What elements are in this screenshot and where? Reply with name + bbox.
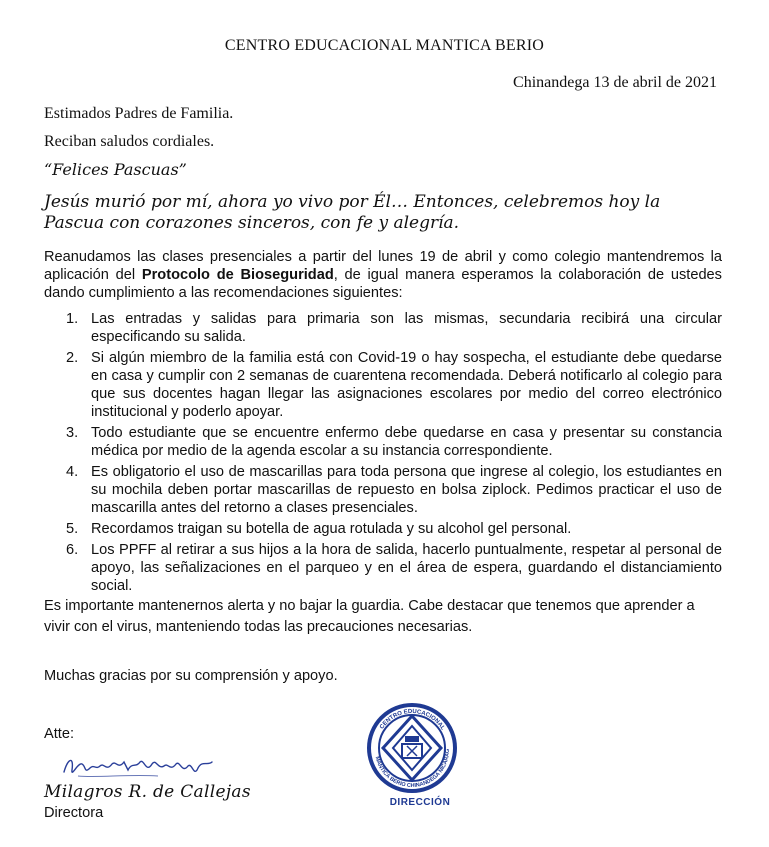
- seal-caption: DIRECCIÓN: [389, 797, 451, 808]
- signatory-role: Directora: [44, 805, 104, 821]
- easter-greeting: “Felices Pascuas”: [44, 160, 187, 179]
- thanks-line: Muchas gracias por su comprensión y apoyo.: [44, 668, 338, 684]
- item-text: Las entradas y salidas para primaria son las mismas, secundaria recibirá una circular especificando su salida.: [91, 311, 722, 345]
- item-number: 4.: [66, 464, 79, 480]
- seal-ring-bottom: MANTICA BERIO CHINANDEGA NICARAG: [373, 748, 452, 790]
- item-number: 6.: [66, 542, 79, 558]
- letter-date: Chinandega 13 de abril de 2021: [513, 74, 717, 91]
- item-number: 3.: [66, 425, 79, 441]
- signatory-name: Milagros R. de Callejas: [44, 782, 251, 802]
- item-text: Si algún miembro de la familia está con Covid-19 o hay sospecha, el estudiante debe quedarse en casa y cumplir con 2 semanas de cuarentena recomendada. Deberá notificarlo al colegio para que sus docentes hagan llegar las asignaciones escolares por medio del correo electrónico institucional y poderlo apoyar.: [91, 350, 722, 420]
- recommendations-list: [44, 310, 722, 598]
- list-item: [44, 349, 722, 421]
- regards: Reciban saludos cordiales.: [44, 133, 215, 150]
- easter-quote: Jesús murió por mí, ahora yo vivo por Él… Entonces, celebremos hoy la Pascua con corazones sinceros, con fe y alegría.: [44, 192, 661, 233]
- school-seal: [357, 700, 467, 800]
- salutation: Estimados Padres de Familia.: [44, 105, 234, 122]
- list-item: [44, 310, 722, 346]
- intro-text-before: Reanudamos las clases presenciales a partir del lunes 19 de abril y como colegio mantendremos la aplicación del: [44, 249, 722, 283]
- item-text: Todo estudiante que se encuentre enfermo debe quedarse en casa y presentar su constancia médica por medio de la agenda escolar a su instancia correspondiente.: [91, 425, 722, 459]
- list-item: [44, 424, 722, 460]
- handwritten-signature: [58, 748, 218, 784]
- item-number: 2.: [66, 350, 79, 366]
- list-item: [44, 520, 722, 538]
- intro-paragraph: [44, 248, 722, 302]
- item-text: Recordamos traigan su botella de agua rotulada y su alcohol gel personal.: [91, 521, 572, 537]
- item-number: 1.: [66, 311, 79, 327]
- protocol-name: Protocolo de Bioseguridad: [141, 267, 334, 283]
- closing-reminder: Es importante mantenernos alerta y no bajar la guardia. Cabe destacar que tenemos que aprender a vivir con el virus, manteniendo todas las precauciones necesarias.: [44, 598, 695, 635]
- atte-label: Atte:: [44, 726, 75, 742]
- institution-title: CENTRO EDUCACIONAL MANTICA BERIO: [224, 37, 545, 54]
- intro-text-after: , de igual manera esperamos la colaboración de ustedes dando cumplimiento a las recomendaciones siguientes:: [44, 267, 722, 301]
- item-text: Es obligatorio el uso de mascarillas para toda persona que ingrese al colegio, los estudiantes en su mochila deben portar mascarillas de repuesto en bolsa ziplock. Pedimos practicar el uso de mascarilla antes del retorno a clases presenciales.: [91, 464, 722, 516]
- seal-ring-top: CENTRO EDUCACIONAL: [379, 708, 446, 732]
- list-item: [44, 541, 722, 595]
- item-number: 5.: [66, 521, 79, 537]
- item-text: Los PPFF al retirar a sus hijos a la hora de salida, hacerlo puntualmente, respetar al personal de apoyo, las señalizaciones en el parqueo y en el área de espera, guardando el distanciamiento social.: [91, 542, 722, 594]
- list-item: [44, 463, 722, 517]
